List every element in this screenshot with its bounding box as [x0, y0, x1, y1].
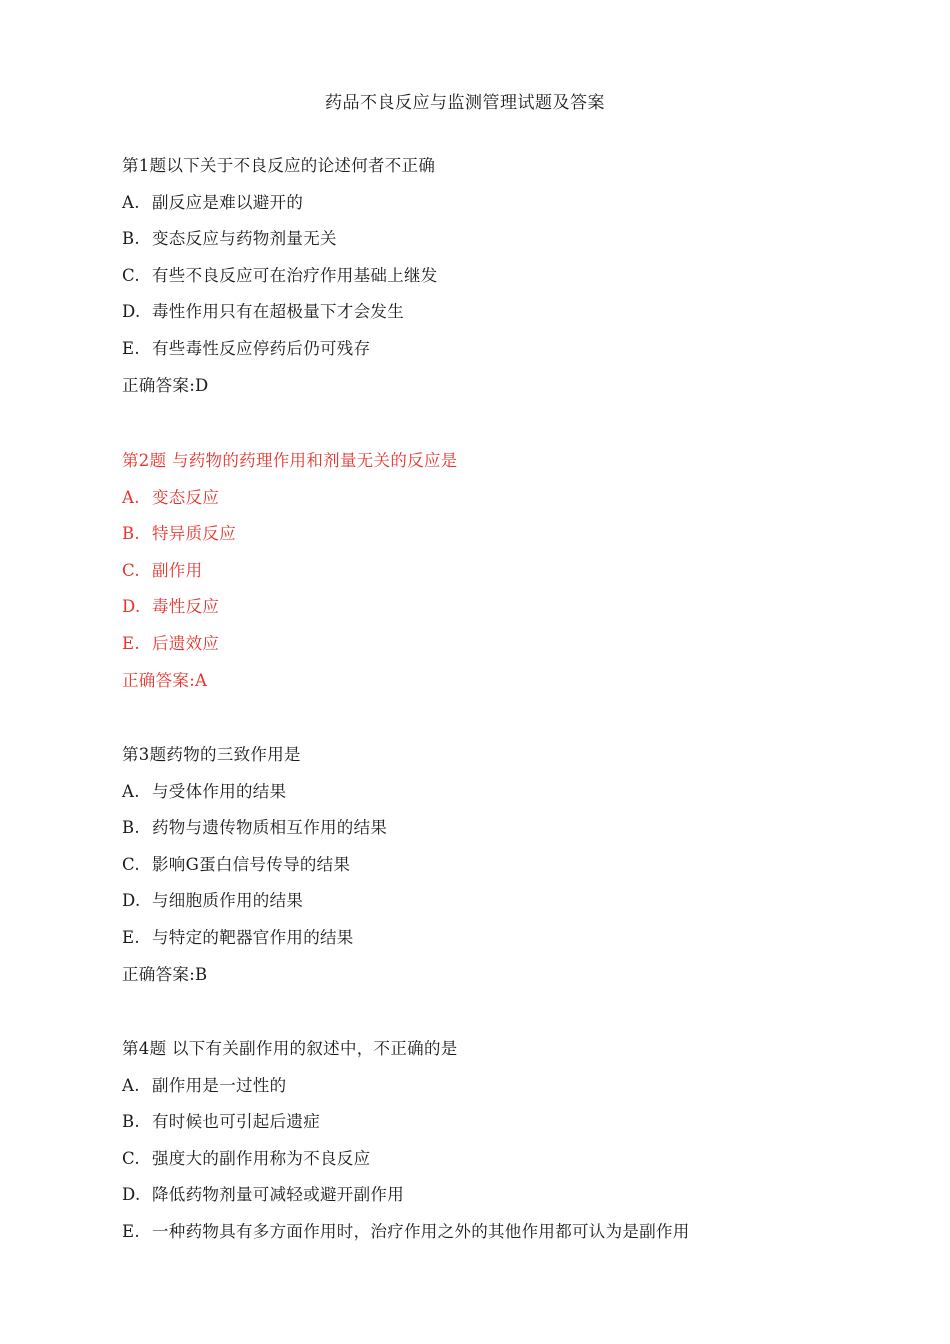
option-letter: A. — [122, 192, 140, 212]
question-stem: 第2题 与药物的药理作用和剂量无关的反应是 — [122, 451, 458, 470]
option-letter: D. — [122, 891, 141, 911]
option-d — [122, 596, 822, 618]
question-stem: 第3题药物的三致作用是 — [122, 745, 301, 764]
option-e — [122, 927, 822, 949]
option-letter: C. — [122, 854, 140, 874]
correct-answer: 正确答案:A — [122, 670, 208, 690]
option-letter: E. — [122, 338, 140, 358]
option-letter: D. — [122, 302, 141, 322]
option-text: 特异质反应 — [152, 524, 236, 544]
option-c — [122, 265, 822, 287]
correct-answer: 正确答案:B — [122, 964, 208, 984]
option-letter: B. — [122, 229, 140, 249]
option-e — [122, 633, 822, 655]
option-text: 副反应是难以避开的 — [152, 192, 304, 212]
option-letter: C. — [122, 265, 140, 285]
option-d — [122, 890, 822, 912]
option-text: 变态反应与药物剂量无关 — [152, 229, 337, 249]
option-letter: C. — [122, 1148, 140, 1168]
option-text: 有时候也可引起后遗症 — [152, 1112, 320, 1132]
option-c — [122, 1148, 822, 1170]
question-2 — [122, 450, 822, 706]
option-e — [122, 338, 822, 360]
option-letter: A. — [122, 1075, 140, 1095]
option-letter: A. — [122, 781, 140, 801]
option-letter: E. — [122, 927, 140, 947]
option-text: 副作用是一过性的 — [152, 1075, 287, 1095]
option-b — [122, 817, 822, 839]
option-text: 变态反应 — [152, 487, 220, 507]
option-text: 有些毒性反应停药后仍可残存 — [152, 338, 371, 358]
option-text: 药物与遗传物质相互作用的结果 — [152, 818, 388, 838]
option-text: 与特定的靶器官作用的结果 — [152, 927, 354, 947]
option-text: 强度大的副作用称为不良反应 — [152, 1148, 371, 1168]
document-title: 药品不良反应与监测管理试题及答案 — [325, 93, 605, 113]
question-3 — [122, 744, 822, 1000]
option-text: 有些不良反应可在治疗作用基础上继发 — [152, 265, 438, 285]
question-4 — [122, 1038, 822, 1258]
option-text: 副作用 — [152, 560, 203, 580]
correct-answer: 正确答案:D — [122, 375, 209, 395]
option-letter: D. — [122, 1185, 141, 1205]
option-letter: B. — [122, 1112, 140, 1132]
option-text: 毒性反应 — [152, 597, 220, 617]
option-a — [122, 192, 822, 214]
option-text: 降低药物剂量可减轻或避开副作用 — [152, 1185, 404, 1205]
option-text: 与受体作用的结果 — [152, 781, 287, 801]
option-c — [122, 560, 822, 582]
option-a — [122, 1075, 822, 1097]
option-letter: E. — [122, 633, 140, 653]
question-stem: 第4题 以下有关副作用的叙述中，不正确的是 — [122, 1039, 458, 1058]
option-letter: D. — [122, 597, 141, 617]
option-letter: C. — [122, 560, 140, 580]
option-a — [122, 781, 822, 803]
option-text: 后遗效应 — [152, 633, 220, 653]
option-letter: B. — [122, 818, 140, 838]
option-a — [122, 487, 822, 509]
option-b — [122, 523, 822, 545]
option-text: 影响G蛋白信号传导的结果 — [152, 854, 351, 874]
option-text: 与细胞质作用的结果 — [152, 891, 304, 911]
option-c — [122, 854, 822, 876]
option-text: 毒性作用只有在超极量下才会发生 — [152, 302, 404, 322]
question-1 — [122, 155, 822, 411]
option-e — [122, 1221, 822, 1243]
option-letter: E. — [122, 1221, 140, 1241]
option-b — [122, 1111, 822, 1133]
option-text: 一种药物具有多方面作用时，治疗作用之外的其他作用都可认为是副作用 — [152, 1221, 690, 1241]
option-letter: A. — [122, 487, 140, 507]
question-stem: 第1题以下关于不良反应的论述何者不正确 — [122, 156, 436, 175]
option-d — [122, 1184, 822, 1206]
option-letter: B. — [122, 524, 140, 544]
option-b — [122, 228, 822, 250]
option-d — [122, 301, 822, 323]
